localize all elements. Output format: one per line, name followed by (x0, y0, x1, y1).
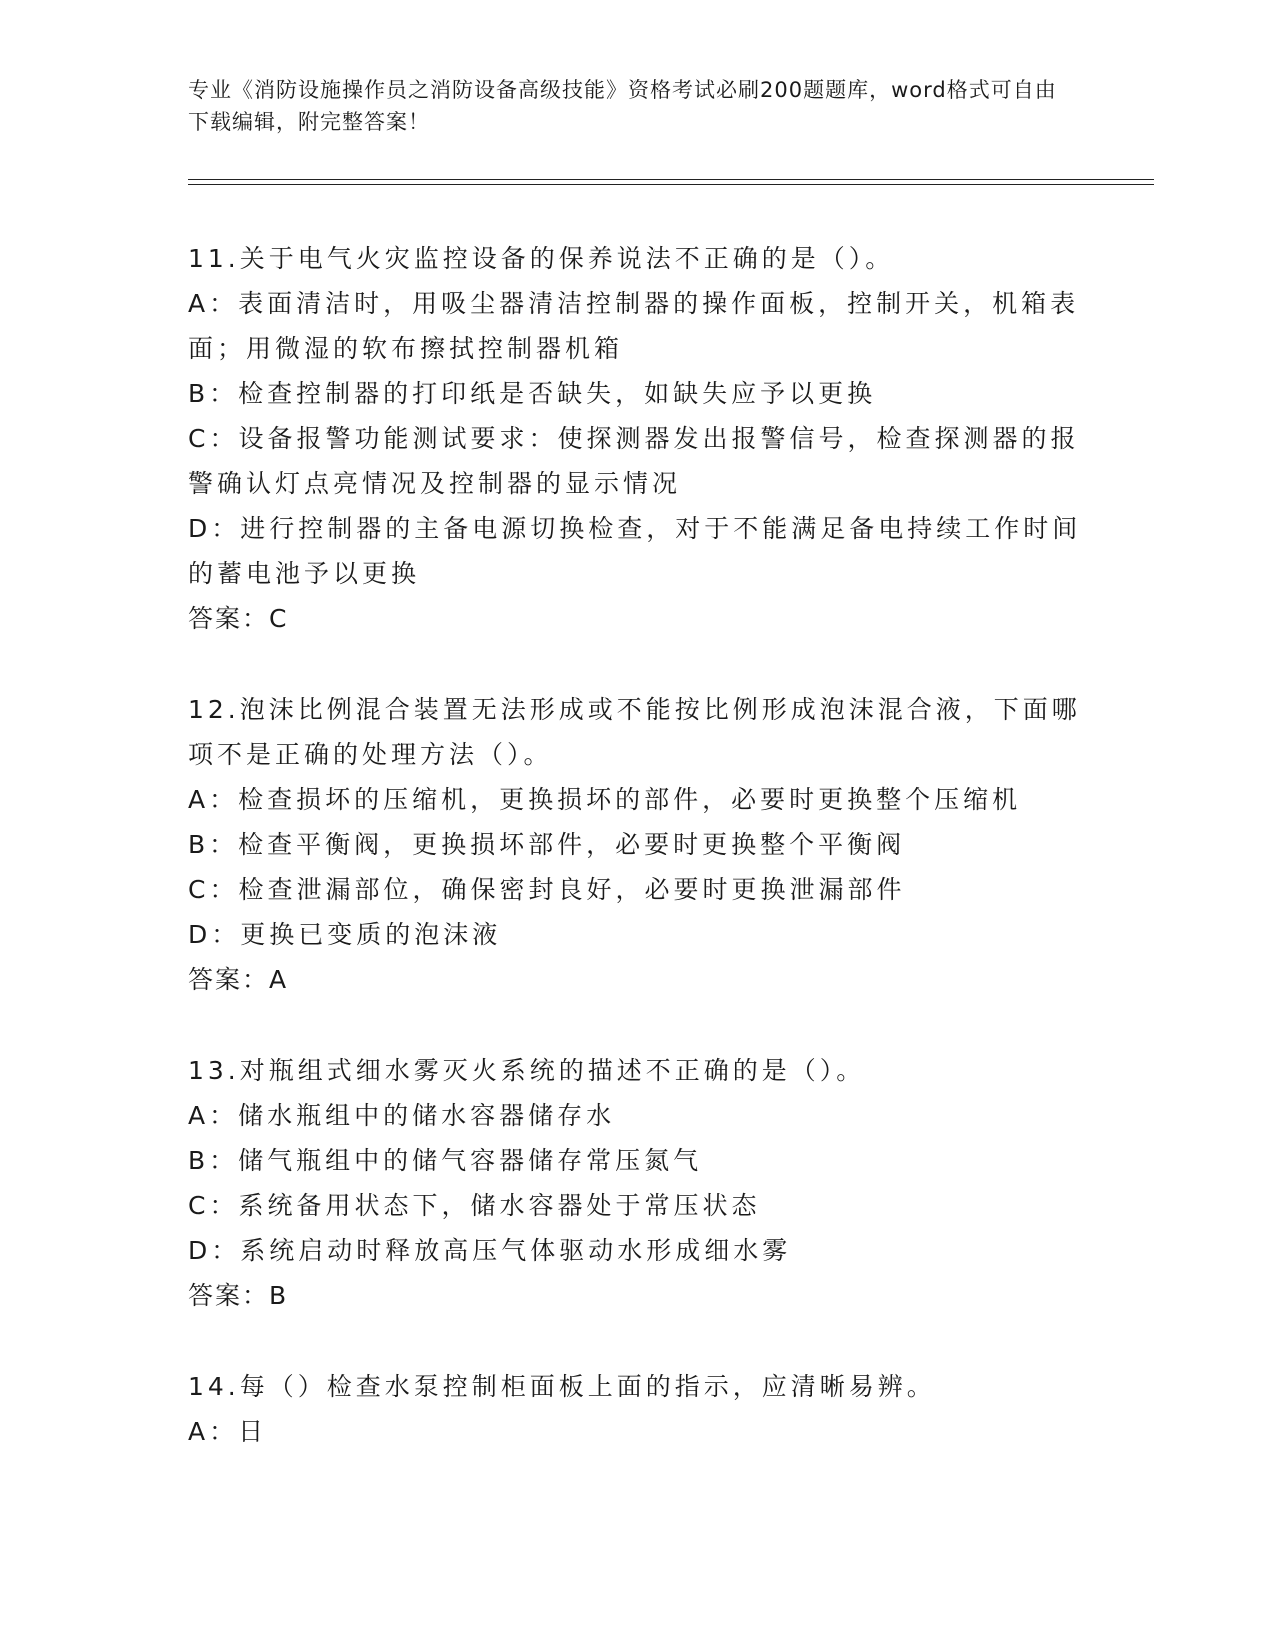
question-stem: 12.泡沫比例混合装置无法形成或不能按比例形成泡沫混合液，下面哪项不是正确的处理方法（）。 (188, 695, 1081, 769)
option-d: D：更换已变质的泡沫液 (188, 920, 502, 949)
answer-line: 答案：A (188, 965, 289, 994)
question-list (188, 236, 1088, 1454)
option-a: A：储水瓶组中的储水容器储存水 (188, 1101, 616, 1130)
option-a: A：表面清洁时，用吸尘器清洁控制器的操作面板，控制开关，机箱表面；用微湿的软布擦拭控制器机箱 (188, 289, 1080, 363)
option-b: B：检查控制器的打印纸是否缺失，如缺失应予以更换 (188, 379, 877, 408)
question-11 (188, 236, 1088, 641)
header-divider-top (188, 179, 1154, 180)
question-stem: 13.对瓶组式细水雾灭火系统的描述不正确的是（）。 (188, 1056, 866, 1085)
option-c: C：检查泄漏部位，确保密封良好，必要时更换泄漏部件 (188, 875, 906, 904)
answer-line: 答案：B (188, 1281, 289, 1310)
option-b: B：储气瓶组中的储气容器储存常压氮气 (188, 1146, 703, 1175)
option-d: D：进行控制器的主备电源切换检查，对于不能满足备电持续工作时间的蓄电池予以更换 (188, 514, 1082, 588)
option-c: C：系统备用状态下，储水容器处于常压状态 (188, 1191, 761, 1220)
question-13 (188, 1048, 1088, 1318)
answer-line: 答案：C (188, 604, 289, 633)
question-stem: 11.关于电气火灾监控设备的保养说法不正确的是（）。 (188, 244, 895, 273)
question-12 (188, 687, 1088, 1002)
option-d: D：系统启动时释放高压气体驱动水形成细水雾 (188, 1236, 792, 1265)
option-c: C：设备报警功能测试要求：使探测器发出报警信号，检查探测器的报警确认灯点亮情况及控制器的显示情况 (188, 424, 1080, 498)
question-14 (188, 1364, 1088, 1454)
option-a: A：检查损坏的压缩机，更换损坏的部件，必要时更换整个压缩机 (188, 785, 1022, 814)
question-stem: 14.每（）检查水泵控制柜面板上面的指示，应清晰易辨。 (188, 1372, 936, 1401)
option-a: A：日 (188, 1417, 268, 1446)
document-header: 专业《消防设施操作员之消防设备高级技能》资格考试必刷200题题库，word格式可自由下载编辑，附完整答案！ (188, 78, 1057, 134)
option-b: B：检查平衡阀，更换损坏部件，必要时更换整个平衡阀 (188, 830, 906, 859)
header-divider-bottom (188, 184, 1154, 185)
